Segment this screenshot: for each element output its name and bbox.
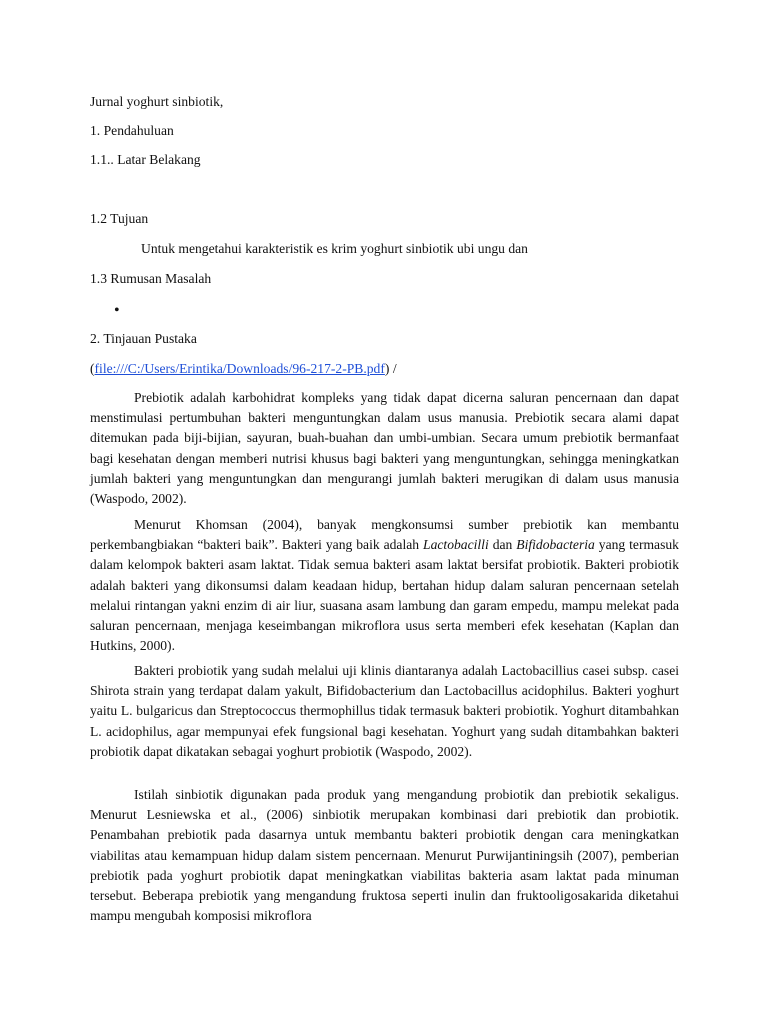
heading-tujuan: 1.2 Tujuan	[90, 211, 149, 226]
paragraph-text-part: dan	[488, 537, 517, 553]
italic-bifidobacteria: Bifidobacteria	[516, 537, 595, 553]
heading-pendahuluan: 1. Pendahuluan	[90, 123, 174, 138]
reference-file-link[interactable]: file:///C:/Users/Erintika/Downloads/96-217-2-PB.pdf	[94, 361, 385, 376]
paragraph-text: Istilah sinbiotik digunakan pada produk yang mengandung probiotik dan prebiotik sekaligus. Menurut Lesniewska et al., (2006) sinbiotik merupakan kombinasi dari prebiotik dan probiotik. Penambahan prebiotik pada dasarnya untuk membantu bakteri probiotik dengan cara meningkatkan viabilitas atau kemampuan hidup dalam sistem pencernaan. Menurut Purwijantiningsih (2007), pemberian prebiotik pada yoghurt probiotik dapat meningkatkan viabilitas bakteria asam laktat pada minuman tersebut. Beberapa prebiotik yang mengandung fruktosa seperti inulin dan fruktooligosakarida diketahui mampu mengubah komposisi mikroflora	[90, 787, 679, 924]
paragraph-text-part: Menurut Khomsan (2004), banyak mengkonsumsi sumber prebiotik kan membantu perkembangbiakan “bakteri baik”. Bakteri yang baik adalah	[90, 517, 679, 553]
heading-tinjauan-pustaka: 2. Tinjauan Pustaka	[90, 331, 197, 346]
paragraph-bakteri-probiotik	[90, 661, 679, 762]
paragraph-sinbiotik	[90, 785, 679, 926]
reference-line	[90, 360, 397, 378]
reference-open-paren: (	[90, 361, 95, 376]
paragraph-text: Prebiotik adalah karbohidrat kompleks yang tidak dapat dicerna saluran pencernaan dan dapat menstimulasi pertumbuhan bakteri menguntungkan dalam usus manusia. Prebiotik secara alami dapat ditemukan pada biji-bijian, sayuran, buah-buahan dan umbi-umbian. Secara umum prebiotik bermanfaat bagi kesehatan dengan memberi nutrisi khusus bagi bakteri yang menguntungkan, sehingga meningkatkan jumlah bakteri yang menguntungkan dan mengurangi jumlah bakteri merugikan di dalam usus manusia (Waspodo, 2002).	[90, 390, 679, 507]
paragraph-text-part: yang termasuk dalam kelompok bakteri asam laktat. Tidak semua bakteri asam laktat bersifat probiotik. Bakteri probiotik adalah bakteri yang dikonsumsi dalam keadaan hidup, bertahan hidup dalam saluran pencernaan setelah melalui rintangan yakni enzim di air liur, suasana asam lambung dan garam empedu, mampu melekat pada saluran pencernaan, menjaga keseimbangan mikroflora usus serta memberi efek kesehatan (Kaplan dan Hutkins, 2000).	[90, 537, 679, 654]
paragraph-text: Bakteri probiotik yang sudah melalui uji klinis diantaranya adalah Lactobacillius casei subsp. casei Shirota strain yang terdapat dalam yakult, Bifidobacterium dan Lactobacillus acidophilus. Bakteri yoghurt yaitu L. bulgaricus dan Streptococcus thermophillus tidak termasuk bakteri probiotik. Yoghurt ditambahkan L. acidophilus, agar mempunyai efek fungsional bagi kesehatan. Yoghurt yang sudah ditambahkan bakteri probiotik dapat dikatakan sebagai yoghurt probiotik (Waspodo, 2002).	[90, 663, 679, 759]
document-title: Jurnal yoghurt sinbiotik,	[90, 94, 224, 109]
reference-close: ) /	[384, 361, 397, 376]
tujuan-text: Untuk mengetahui karakteristik es krim yoghurt sinbiotik ubi ungu dan	[141, 241, 528, 256]
italic-lactobacilli: Lactobacilli	[423, 537, 489, 553]
paragraph-text	[90, 515, 679, 656]
heading-latar-belakang: 1.1.. Latar Belakang	[90, 152, 201, 167]
paragraph-prebiotik	[90, 388, 679, 509]
heading-rumusan-masalah: 1.3 Rumusan Masalah	[90, 271, 212, 286]
paragraph-khomsan	[90, 515, 679, 656]
empty-bullet: •	[114, 302, 120, 319]
